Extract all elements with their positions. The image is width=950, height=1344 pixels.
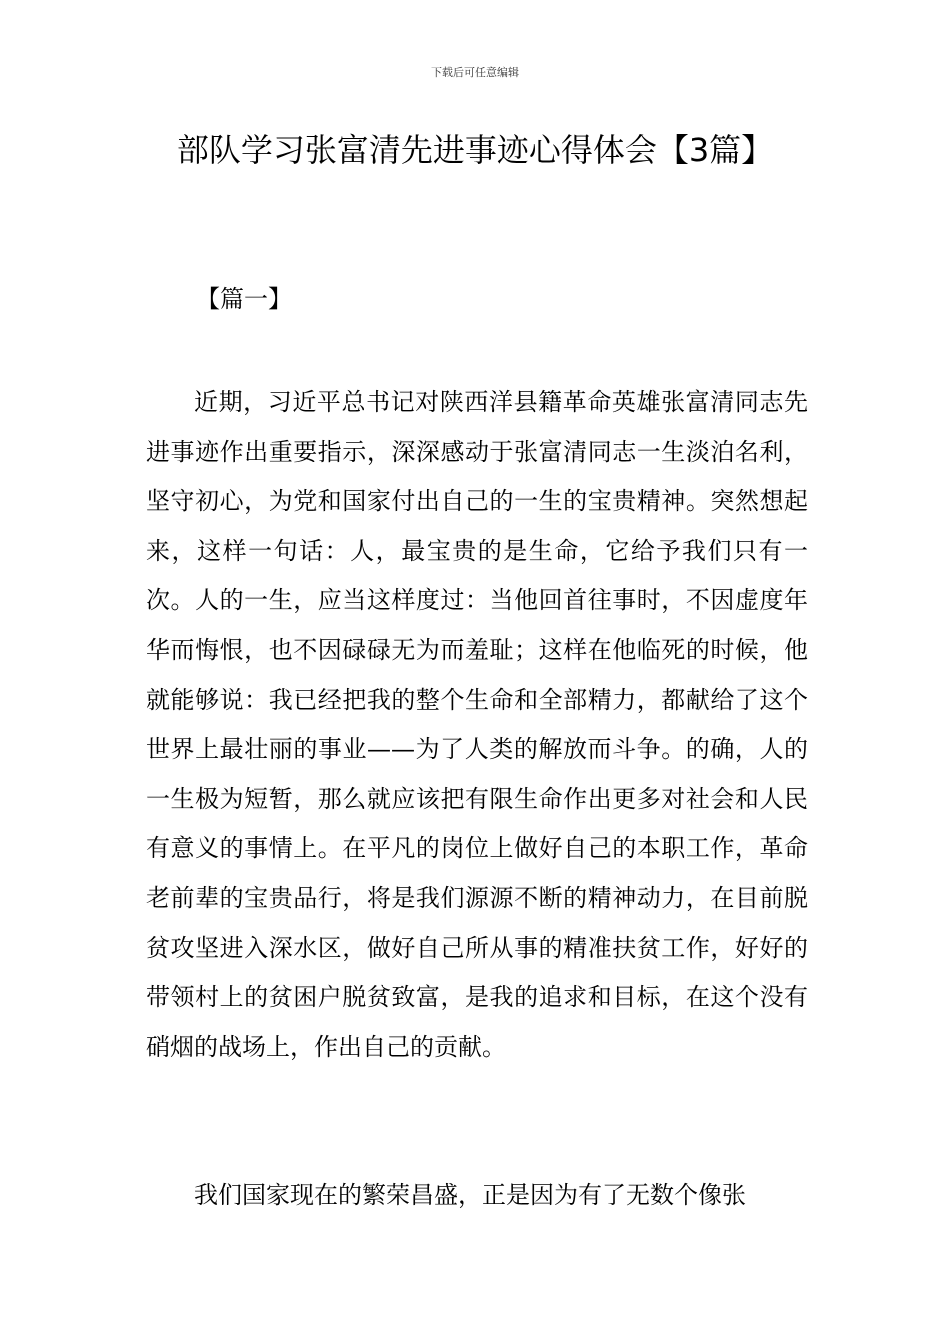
document-title: 部队学习张富清先进事迹心得体会【3篇】 (176, 131, 774, 169)
body-paragraph: 我们国家现在的繁荣昌盛，正是因为有了无数个像张 (194, 1181, 746, 1209)
header-note: 下载后可任意编辑 (431, 66, 519, 79)
body-paragraph: 近期，习近平总书记对陕西洋县籍革命英雄张富清同志先进事迹作出重要指示，深深感动于张富清同志一生淡泊名利，坚守初心，为党和国家付出自己的一生的宝贵精神。突然想起来，这样一句话：人，最宝贵的是生命，它给予我们只有一次。人的一生，应当这样度过：当他回首往事时，不因虚度年华而悔恨，也不因碌碌无为而羞耻；这样在他临死的时候，他就能够说：我已经把我的整个生命和全部精力，都献给了这个世界上最壮丽的事业——为了人类的解放而斗争。的确，人的一生极为短暂，那么就应该把有限生命作出更多对社会和人民有意义的事情上。在平凡的岗位上做好自己的本职工作，革命老前辈的宝贵品行，将是我们源源不断的精神动力，在目前脱贫攻坚进入深水区，做好自己所从事的精准扶贫工作，好好的带领村上的贫困户脱贫致富，是我的追求和目标，在这个没有硝烟的战场上，作出自己的贡献。 (146, 388, 808, 1061)
section-heading: 【篇一】 (196, 285, 292, 313)
